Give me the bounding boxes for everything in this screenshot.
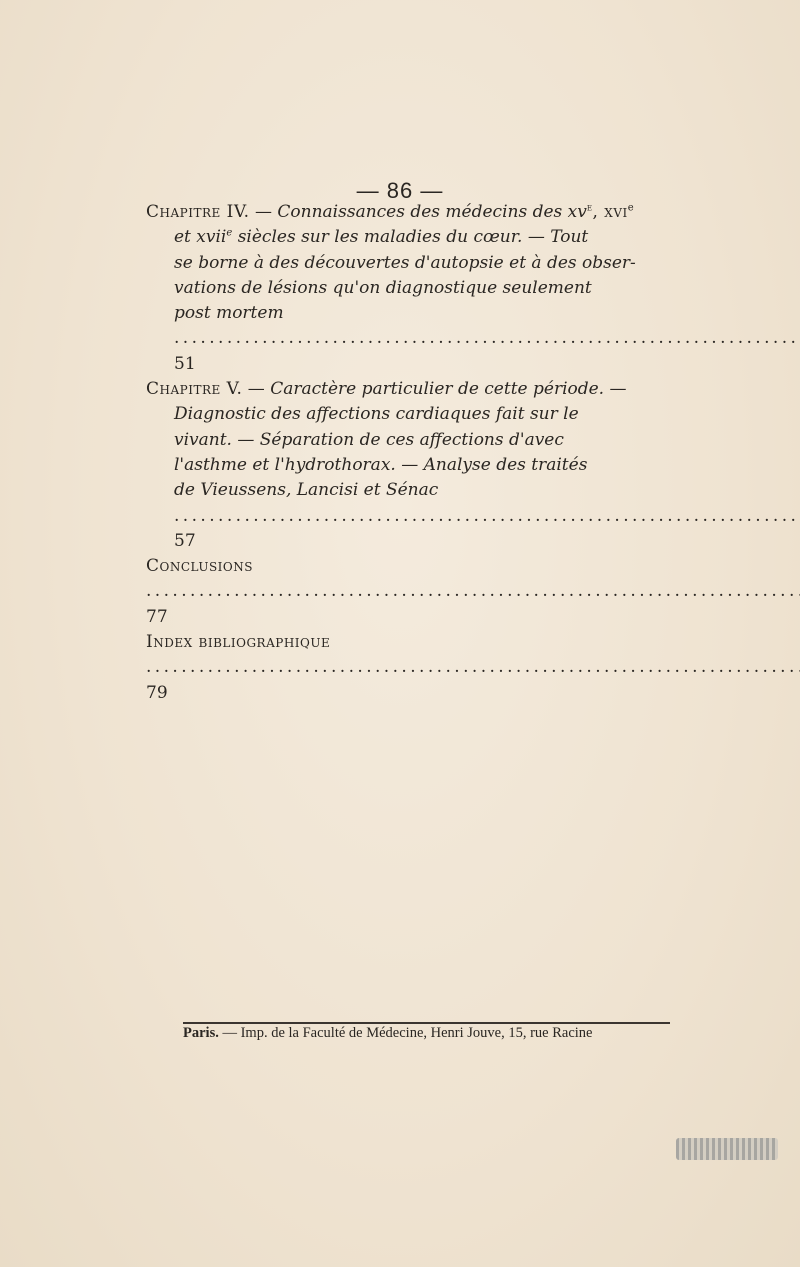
title-line: vivant. — Séparation de ces affections d'avec — [174, 429, 564, 450]
toc-entry-index — [146, 630, 686, 706]
leader-dots — [146, 581, 800, 601]
imprint-rule — [183, 1022, 670, 1024]
page-ref: 79 — [146, 682, 168, 703]
chapter-label: Chapitre IV. — [146, 202, 250, 222]
title-part: et xvii$^e$ siècles sur les maladies du cœur. — Tout — [174, 227, 589, 248]
entry-label: Index bibliographique — [146, 632, 331, 653]
title-line: de Vieussens, Lancisi et Sénac — [174, 480, 439, 501]
toc-entry-conclusions — [146, 554, 686, 630]
leader-dots — [146, 657, 800, 677]
leader-dots — [174, 506, 800, 526]
page-ref: 57 — [174, 530, 196, 551]
toc-entry-chapter-4 — [146, 200, 686, 377]
title-line: vations de lésions qu'on diagnostique seulement — [174, 277, 592, 298]
superscript: e — [586, 202, 593, 214]
title-line: post mortem — [174, 303, 284, 324]
title-part: , xvi — [592, 202, 628, 222]
page-ref: 51 — [174, 353, 196, 374]
chapter-label: Chapitre V. — [146, 379, 243, 400]
toc-entry-chapter-5 — [146, 377, 686, 554]
imprint-city: Paris. — [183, 1025, 219, 1041]
leader-dots — [174, 328, 800, 348]
table-of-contents — [146, 200, 686, 706]
library-stamp — [676, 1138, 778, 1160]
imprint-text: — Imp. de la Faculté de Médecine, Henri Jouve, 15, rue Racine — [218, 1025, 593, 1041]
title-line: Diagnostic des affections cardiaques fait sur le — [174, 404, 579, 425]
entry-label: Conclusions — [146, 556, 253, 577]
title-line: se borne à des découvertes d'autopsie et à des obser- — [174, 252, 636, 273]
page-ref: 77 — [146, 606, 168, 627]
printer-imprint — [183, 1025, 683, 1042]
title-line: l'asthme et l'hydrothorax. — Analyse des traités — [174, 454, 588, 475]
superscript: e — [627, 202, 634, 214]
title-line: Connaissances des médecins des xv — [277, 202, 587, 222]
title-line: Caractère particulier de cette période. — — [270, 379, 627, 400]
page-number: — 86 — — [356, 178, 444, 203]
dash: — — [242, 379, 271, 400]
dash: — — [249, 202, 278, 222]
